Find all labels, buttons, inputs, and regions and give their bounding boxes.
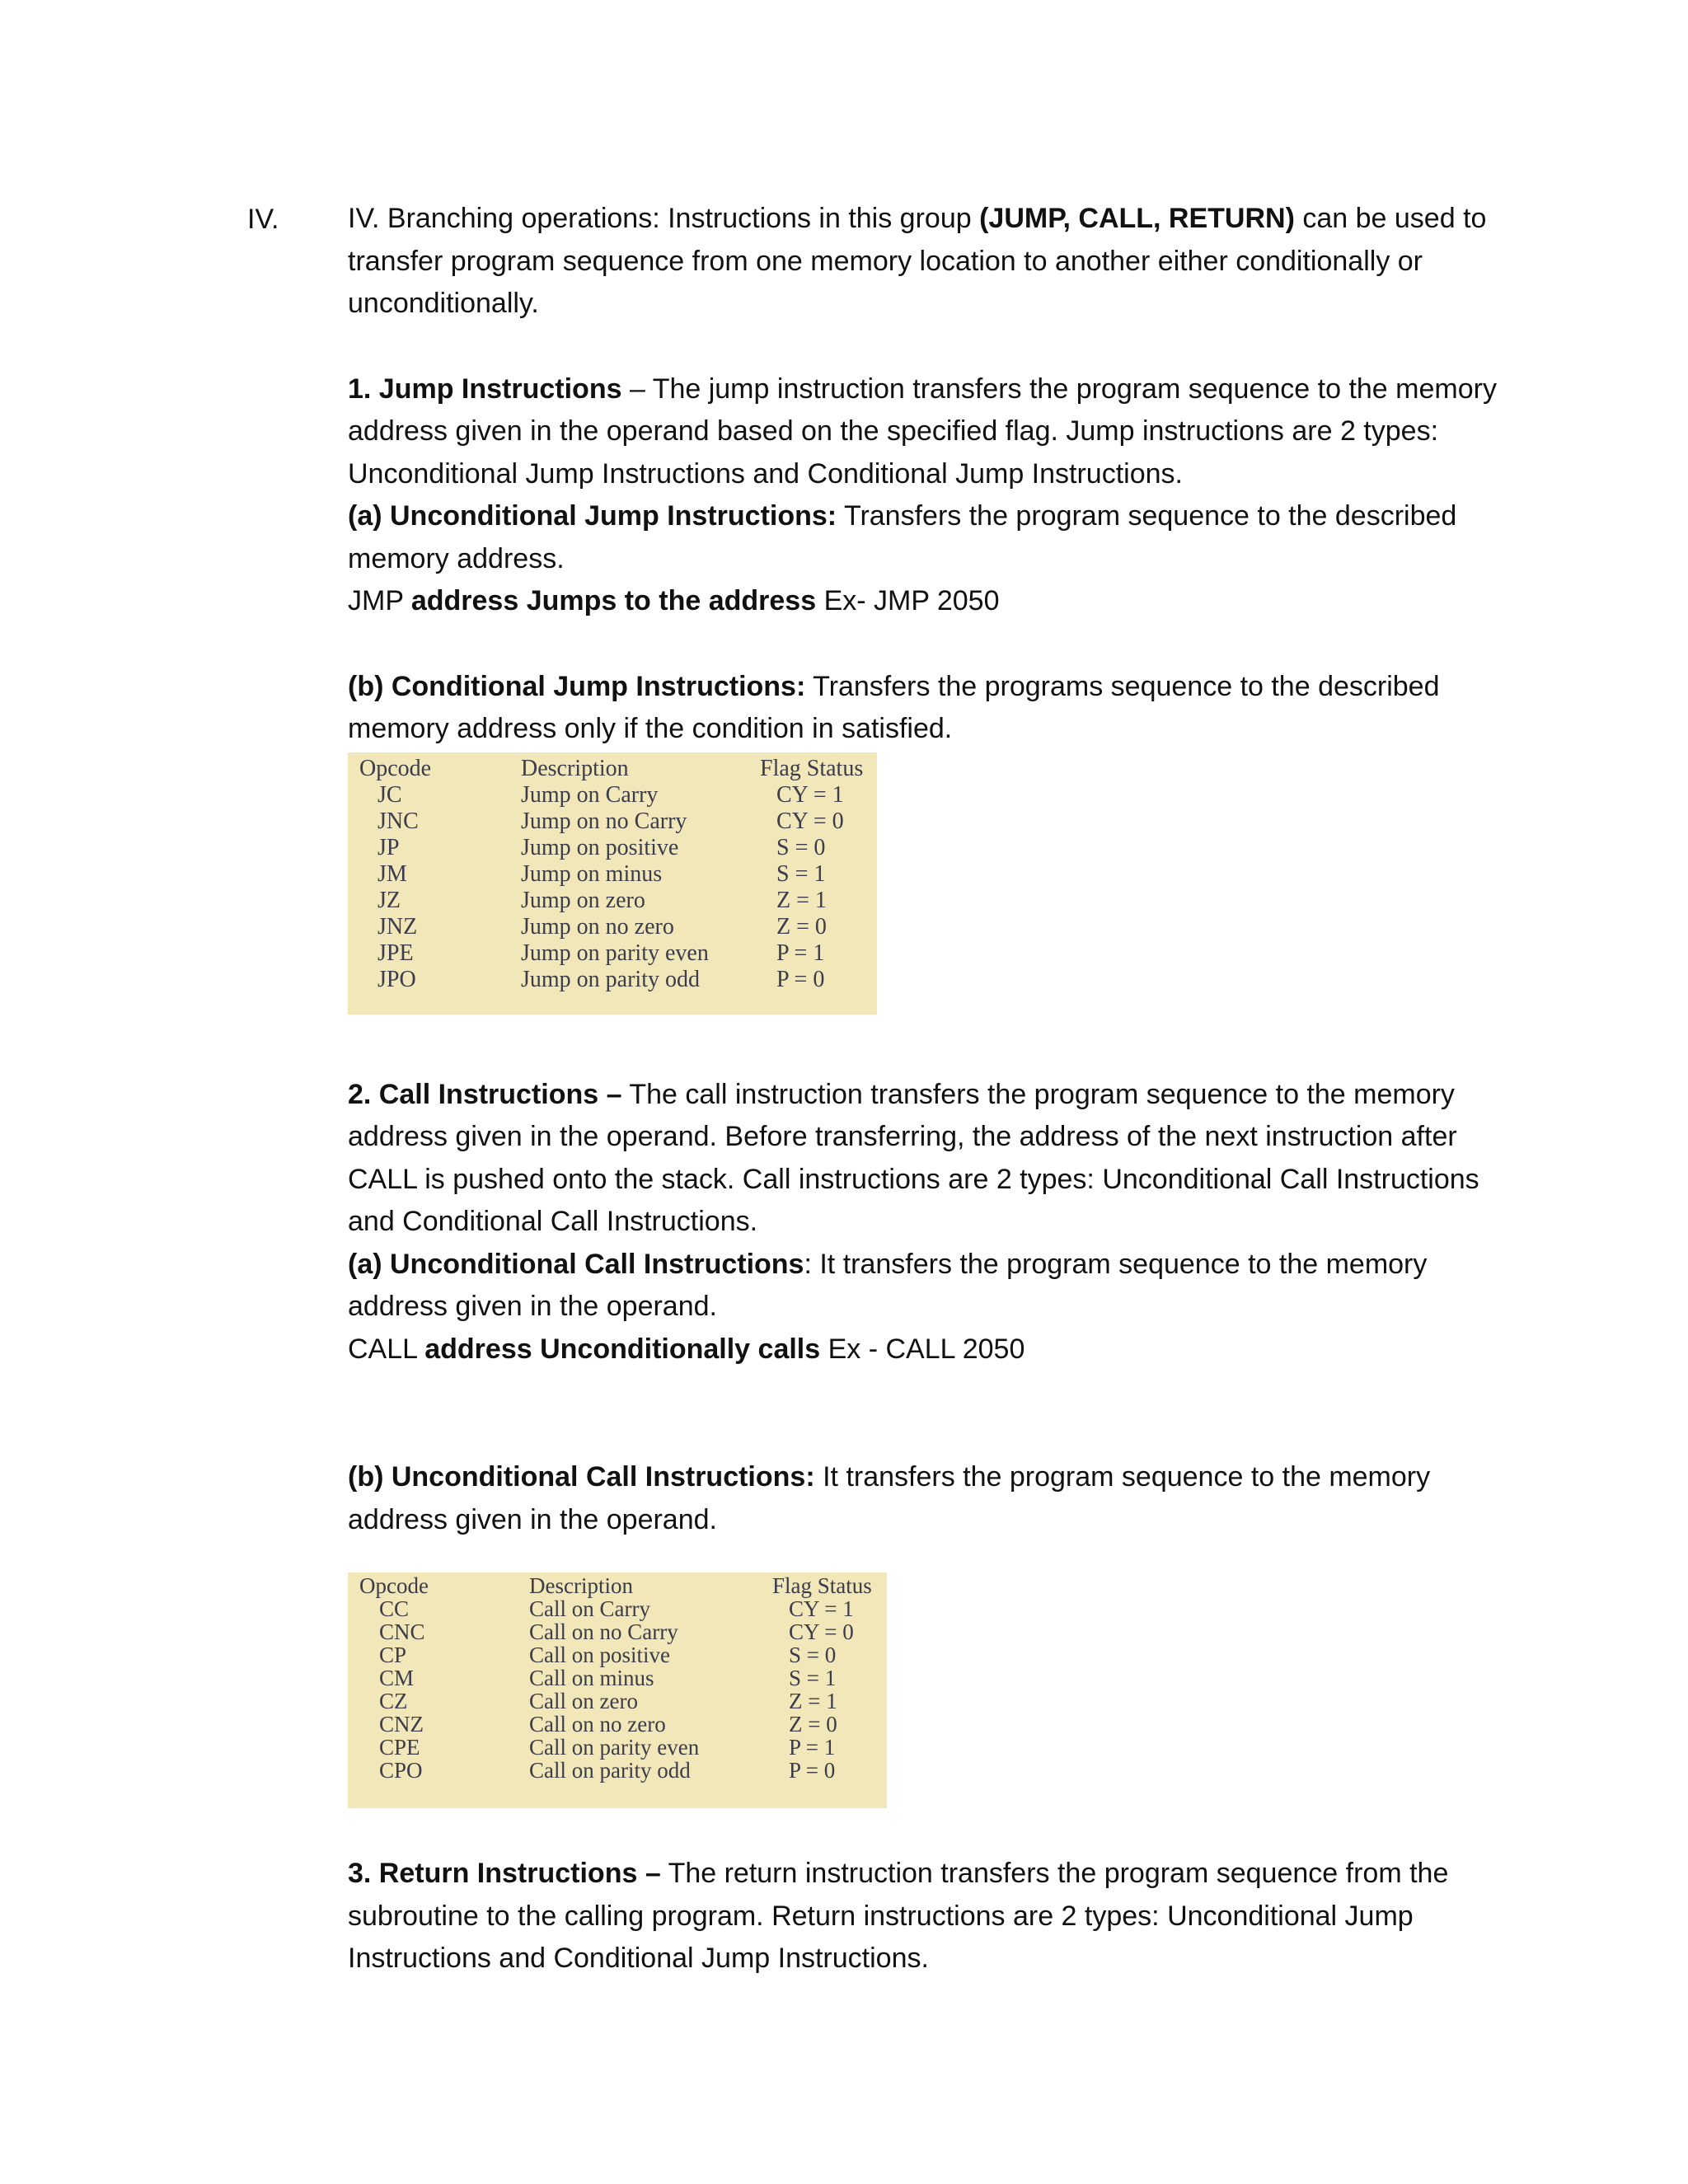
jump-cell-flag-status: S = 0: [776, 834, 826, 860]
jump-cell-opcode: JNZ: [377, 913, 418, 940]
call-cell-description: Call on Carry: [529, 1596, 650, 1621]
call-b-heading: (b) Unconditional Call Instructions:: [348, 1461, 815, 1493]
call-cell-opcode: CC: [379, 1596, 410, 1621]
jump-cell-opcode: JM: [377, 860, 407, 887]
jump-cell-description: Jump on minus: [521, 860, 663, 887]
return-text: The return instruction transfers the program sequence from the subroutine to the calling program. Return instructions are 2 types: Unconditional Jump Instructions and Conditional Jump Instructions.: [348, 1858, 1449, 1974]
call-uncond-text: : It transfers the program sequence to the memory address given in the operand.: [348, 1248, 1428, 1322]
intro-bold: (JUMP, CALL, RETURN): [979, 203, 1295, 234]
call-cell-flag-status: S = 0: [789, 1643, 837, 1667]
call-cell-opcode: CZ: [379, 1689, 408, 1713]
call-cell-flag-status: S = 1: [789, 1666, 837, 1690]
jump-cell-opcode: JC: [377, 781, 402, 808]
jump-example: [348, 580, 1502, 623]
call-example-bold: address Unconditionally calls: [424, 1333, 821, 1365]
call-uncond-paragraph: [348, 1244, 1502, 1329]
call-cell-description: Call on parity even: [529, 1735, 700, 1760]
jump-uncond-heading: (a) Unconditional Jump Instructions:: [348, 500, 837, 532]
call-cell-opcode: CM: [379, 1666, 415, 1690]
call-cell-opcode: CPE: [379, 1735, 420, 1760]
jump-cell-description: Jump on Carry: [521, 781, 659, 808]
call-header-opcode: Opcode: [359, 1573, 429, 1598]
return-heading: 3. Return Instructions –: [348, 1858, 661, 1889]
call-cell-flag-status: CY = 0: [789, 1619, 854, 1644]
jump-cell-description: Jump on parity even: [521, 940, 709, 966]
call-header-description: Description: [529, 1573, 633, 1598]
return-paragraph: [348, 1853, 1502, 1980]
call-example-suffix: Ex - CALL 2050: [820, 1333, 1025, 1365]
jump-opcode-table: [348, 752, 877, 1015]
call-paragraph: [348, 1074, 1502, 1244]
call-cell-description: Call on positive: [529, 1643, 670, 1667]
jump-cond-text: Transfers the programs sequence to the described memory address only if the condition in satisfied.: [348, 670, 1440, 744]
jump-cell-flag-status: CY = 1: [776, 781, 844, 808]
call-cell-description: Call on no zero: [529, 1712, 666, 1736]
jump-paragraph: [348, 368, 1502, 496]
jump-cell-flag-status: P = 0: [776, 966, 825, 992]
call-uncond-heading: (a) Unconditional Call Instructions: [348, 1248, 804, 1280]
call-cell-flag-status: CY = 1: [789, 1596, 854, 1621]
jump-text: – The jump instruction transfers the program sequence to the memory address given in the operand based on the specified flag. Jump instructions are 2 types: Unconditional Jump Instructions and Conditional Jump Instructions.: [348, 373, 1497, 490]
jump-cond-paragraph: [348, 666, 1502, 751]
jump-cell-opcode: JPO: [377, 966, 416, 992]
jump-cell-flag-status: S = 1: [776, 860, 826, 887]
call-header-flag-status: Flag Status: [772, 1573, 872, 1598]
call-cell-opcode: CNC: [379, 1619, 425, 1644]
jump-header-flag-status: Flag Status: [760, 755, 864, 781]
call-cell-description: Call on zero: [529, 1689, 638, 1713]
call-example: [348, 1329, 1502, 1371]
call-text: The call instruction transfers the program sequence to the memory address given in the operand. Before transferring, the address of the next instruction after CALL is pushed onto the stack. Call instructions are 2 types: Unconditional Call Instructions and Conditional Call Instructions.: [348, 1078, 1479, 1237]
jump-heading: 1. Jump Instructions: [348, 373, 622, 405]
jump-cell-opcode: JP: [377, 834, 400, 860]
call-cell-opcode: CPO: [379, 1758, 423, 1783]
intro-suffix: can be used to transfer program sequence from one memory location to another either conditionally or unconditionally.: [348, 203, 1487, 319]
call-cell-description: Call on minus: [529, 1666, 654, 1690]
jump-example-suffix: Ex- JMP 2050: [816, 585, 1000, 616]
jump-cell-flag-status: CY = 0: [776, 808, 844, 834]
jump-cell-description: Jump on no zero: [521, 913, 674, 940]
jump-cell-flag-status: Z = 1: [776, 887, 827, 913]
jump-cell-description: Jump on parity odd: [521, 966, 700, 992]
call-cell-flag-status: Z = 1: [789, 1689, 837, 1713]
jump-cell-description: Jump on no Carry: [521, 808, 687, 834]
call-b-text: It transfers the program sequence to the memory address given in the operand.: [348, 1461, 1431, 1535]
document-content: [348, 198, 1502, 1980]
call-cell-flag-status: Z = 0: [789, 1712, 837, 1736]
jump-cell-opcode: JZ: [377, 887, 401, 913]
list-numeral: IV.: [247, 204, 279, 235]
jump-uncond-paragraph: [348, 495, 1502, 580]
call-cell-opcode: CNZ: [379, 1712, 424, 1736]
jump-cell-opcode: JNC: [377, 808, 419, 834]
call-heading: 2. Call Instructions –: [348, 1078, 622, 1110]
call-example-prefix: CALL: [348, 1333, 425, 1365]
jump-cell-flag-status: P = 1: [776, 940, 825, 966]
jump-header-opcode: Opcode: [359, 755, 432, 781]
jump-example-bold: address Jumps to the address: [410, 585, 817, 616]
jump-header-description: Description: [521, 755, 629, 781]
call-b-paragraph: [348, 1456, 1502, 1541]
jump-cell-description: Jump on zero: [521, 887, 645, 913]
intro-text: IV. Branching operations: Instructions in this group: [348, 203, 980, 234]
call-cell-description: Call on no Carry: [529, 1619, 678, 1644]
jump-example-prefix: JMP: [348, 585, 411, 616]
jump-cond-heading: (b) Conditional Jump Instructions:: [348, 670, 806, 702]
call-cell-opcode: CP: [379, 1643, 407, 1667]
jump-cell-opcode: JPE: [377, 940, 414, 966]
call-opcode-table: [348, 1572, 887, 1808]
jump-uncond-text: Transfers the program sequence to the described memory address.: [348, 500, 1457, 574]
call-cell-description: Call on parity odd: [529, 1758, 691, 1783]
jump-cell-description: Jump on positive: [521, 834, 679, 860]
call-cell-flag-status: P = 0: [789, 1758, 836, 1783]
intro-paragraph: [348, 198, 1502, 326]
call-cell-flag-status: P = 1: [789, 1735, 836, 1760]
jump-cell-flag-status: Z = 0: [776, 913, 827, 940]
